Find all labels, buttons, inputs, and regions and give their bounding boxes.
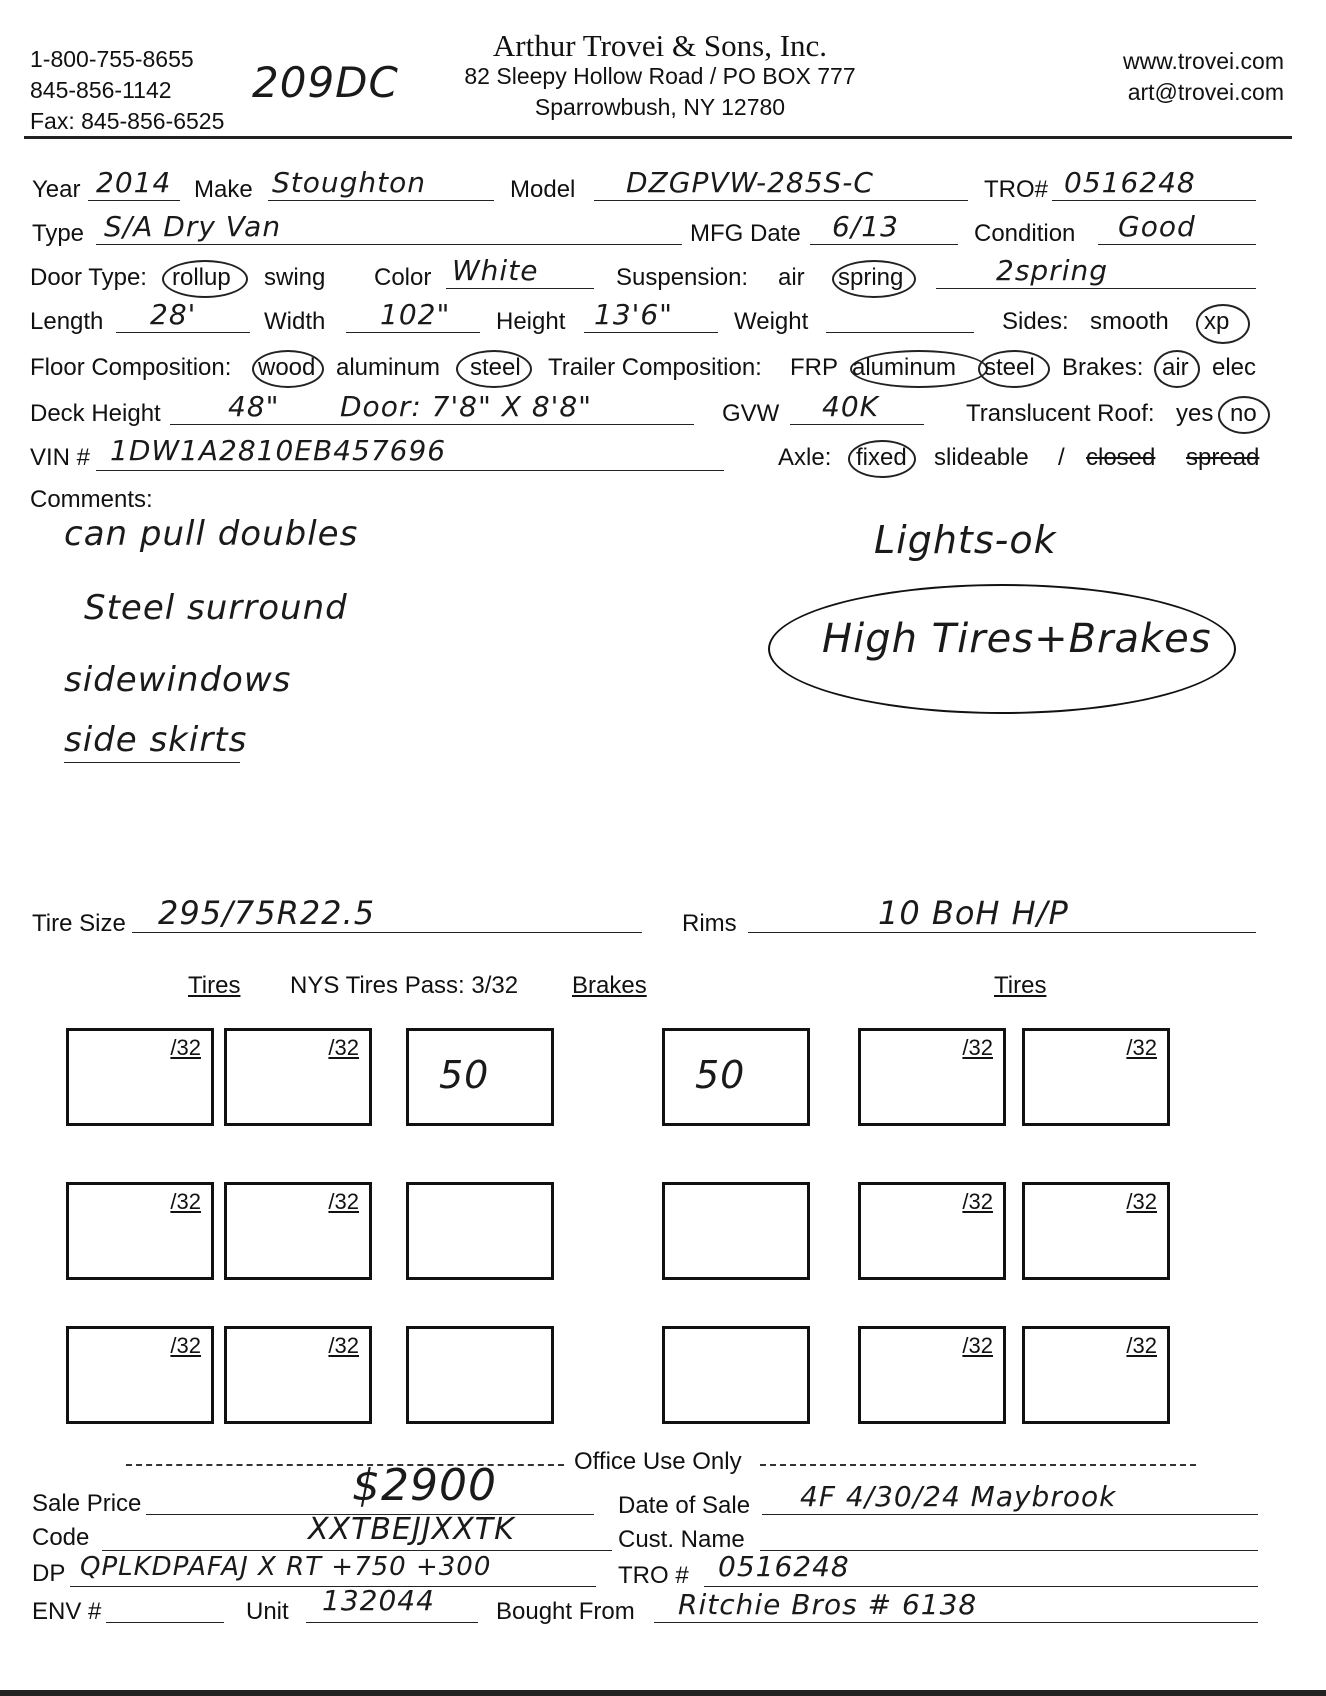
tire-box[interactable] xyxy=(224,1182,372,1280)
tire-box[interactable] xyxy=(1022,1326,1170,1424)
condition-label: Condition xyxy=(974,220,1076,247)
sides-option-smooth[interactable]: smooth xyxy=(1090,308,1169,335)
company-address-2: Sparrowbush, NY 12780 xyxy=(534,94,786,120)
roof-option-no[interactable]: no xyxy=(1230,400,1257,427)
header-divider xyxy=(24,136,1292,139)
sides-label: Sides: xyxy=(1002,308,1069,335)
dp-value[interactable]: QPLKDPAFAJ X RT +750 +300 xyxy=(80,1552,492,1582)
floor-wood-circle xyxy=(252,350,324,388)
width-label: Width xyxy=(264,308,326,335)
sale-price-label: Sale Price xyxy=(32,1490,142,1517)
handwritten-code: 209DC xyxy=(252,58,399,107)
axle-label: Axle: xyxy=(778,444,832,471)
suspension-label: Suspension: xyxy=(616,264,749,291)
suspension-note-line xyxy=(936,288,1256,289)
comment-underline xyxy=(64,762,240,763)
gvw-label: GVW xyxy=(722,400,780,427)
length-line xyxy=(116,332,250,333)
year-value[interactable]: 2014 xyxy=(96,166,172,199)
tread-unit: /32 xyxy=(1126,1189,1157,1214)
tire-box[interactable] xyxy=(66,1182,214,1280)
height-value[interactable]: 13'6" xyxy=(594,298,674,331)
tread-unit: /32 xyxy=(962,1189,993,1214)
dp-label: DP xyxy=(32,1560,66,1587)
comment-line-1: can pull doubles xyxy=(64,514,359,554)
brakes-option-air[interactable]: air xyxy=(1162,354,1189,381)
bought-from-line xyxy=(654,1622,1258,1623)
deck-height-label: Deck Height xyxy=(30,400,161,427)
tro-value[interactable]: 0516248 xyxy=(1064,166,1196,199)
trailer-option-aluminum[interactable]: aluminum xyxy=(852,354,957,381)
color-label: Color xyxy=(374,264,432,291)
tread-unit: /32 xyxy=(962,1035,993,1060)
comment-line-4: side skirts xyxy=(64,720,248,760)
tire-size-line xyxy=(132,932,642,933)
phone-local: 845-856-1142 xyxy=(30,77,172,103)
gvw-value[interactable]: 40K xyxy=(822,390,879,423)
company-address-1: 82 Sleepy Hollow Road / PO BOX 777 xyxy=(464,63,856,89)
comment-line-3: sidewindows xyxy=(64,660,292,700)
header-company xyxy=(420,30,900,123)
length-value[interactable]: 28' xyxy=(150,298,197,331)
date-of-sale-label: Date of Sale xyxy=(618,1492,751,1519)
tread-unit: /32 xyxy=(328,1333,359,1358)
floor-steel-circle xyxy=(456,350,532,388)
height-label: Height xyxy=(496,308,566,335)
code-line xyxy=(102,1550,612,1551)
trailer-option-frp[interactable]: FRP xyxy=(790,354,838,381)
axle-separator: / xyxy=(1058,444,1065,471)
tread-unit: /32 xyxy=(328,1189,359,1214)
trailer-label: Trailer Composition: xyxy=(548,354,762,381)
bought-from-value[interactable]: Ritchie Bros # 6138 xyxy=(678,1588,978,1621)
tread-unit: /32 xyxy=(962,1333,993,1358)
date-of-sale-line xyxy=(762,1514,1258,1515)
tread-unit: /32 xyxy=(170,1333,201,1358)
axle-fixed-circle xyxy=(848,440,916,478)
bought-from-label: Bought From xyxy=(496,1598,635,1625)
brake-box[interactable] xyxy=(662,1326,810,1424)
axle-option-spread[interactable]: spread xyxy=(1186,444,1260,471)
door-option-rollup[interactable]: rollup xyxy=(172,264,231,291)
type-value[interactable]: S/A Dry Van xyxy=(104,210,282,243)
vin-label: VIN # xyxy=(30,444,91,471)
floor-option-wood[interactable]: wood xyxy=(258,354,316,381)
sides-xp-circle xyxy=(1196,304,1250,344)
tread-unit: /32 xyxy=(1126,1035,1157,1060)
brake-value-right: 50 xyxy=(695,1053,746,1097)
suspension-option-air[interactable]: air xyxy=(778,264,805,291)
tire-box[interactable] xyxy=(858,1182,1006,1280)
unit-label: Unit xyxy=(246,1598,289,1625)
sides-option-xp[interactable]: xp xyxy=(1204,308,1230,335)
type-line xyxy=(96,244,682,245)
tires-left-header: Tires xyxy=(188,972,241,999)
floor-option-steel[interactable]: steel xyxy=(470,354,521,381)
trailer-option-steel[interactable]: steel xyxy=(984,354,1035,381)
office-divider-right xyxy=(760,1464,1196,1466)
model-value[interactable]: DZGPVW-285S-C xyxy=(626,166,874,199)
brake-box[interactable] xyxy=(406,1326,554,1424)
tire-size-value[interactable]: 295/75R22.5 xyxy=(158,894,376,932)
tro-line xyxy=(1052,200,1256,201)
office-tro-line xyxy=(704,1586,1258,1587)
phone-tollfree: 1-800-755-8655 xyxy=(30,46,194,72)
brakes-option-elec[interactable]: elec xyxy=(1212,354,1257,381)
year-line xyxy=(88,200,180,201)
color-line xyxy=(446,288,594,289)
make-label: Make xyxy=(194,176,253,203)
model-line xyxy=(594,200,968,201)
type-label: Type xyxy=(32,220,85,247)
door-type-label: Door Type: xyxy=(30,264,147,291)
gvw-line xyxy=(790,424,924,425)
weight-label: Weight xyxy=(734,308,809,335)
tire-box[interactable] xyxy=(858,1028,1006,1126)
tire-box[interactable] xyxy=(858,1326,1006,1424)
sale-price-value[interactable]: $2900 xyxy=(352,1460,497,1511)
year-label: Year xyxy=(32,176,81,203)
tread-unit: /32 xyxy=(328,1035,359,1060)
code-value[interactable]: XXTBEJJXXTK xyxy=(308,1512,515,1547)
unit-line xyxy=(306,1622,478,1623)
office-tro-label: TRO # xyxy=(618,1562,689,1589)
tread-unit: /32 xyxy=(1126,1333,1157,1358)
door-option-swing[interactable]: swing xyxy=(264,264,326,291)
door-rollup-circle xyxy=(162,260,248,298)
tire-box[interactable] xyxy=(66,1326,214,1424)
condition-line xyxy=(1098,244,1256,245)
suspension-option-spring[interactable]: spring xyxy=(838,264,904,291)
company-name: Arthur Trovei & Sons, Inc. xyxy=(492,28,828,63)
model-label: Model xyxy=(510,176,576,203)
unit-value[interactable]: 132044 xyxy=(322,1584,435,1617)
deck-height-line xyxy=(170,424,694,425)
header-contact xyxy=(30,44,224,137)
brakes-header: Brakes xyxy=(572,972,647,999)
office-divider-left xyxy=(126,1464,564,1466)
trailer-aluminum-circle xyxy=(850,350,988,388)
floor-label: Floor Composition: xyxy=(30,354,232,381)
comment-line-2: Steel surround xyxy=(84,588,348,628)
height-line xyxy=(584,332,718,333)
tread-unit: /32 xyxy=(170,1035,201,1060)
comments-label: Comments: xyxy=(30,486,153,513)
roof-label: Translucent Roof: xyxy=(966,400,1155,427)
comment-right-1: Lights-ok xyxy=(874,518,1057,562)
tire-size-label: Tire Size xyxy=(32,910,126,937)
roof-option-yes[interactable]: yes xyxy=(1176,400,1214,427)
brake-value-left: 50 xyxy=(439,1053,490,1097)
vin-value[interactable]: 1DW1A2810EB457696 xyxy=(110,434,447,467)
trailer-steel-circle xyxy=(978,350,1050,388)
code-label: Code xyxy=(32,1524,90,1551)
tread-unit: /32 xyxy=(170,1189,201,1214)
fax-number: Fax: 845-856-6525 xyxy=(30,108,225,134)
env-label: ENV # xyxy=(32,1598,102,1625)
tire-box[interactable] xyxy=(1022,1028,1170,1126)
axle-option-fixed[interactable]: fixed xyxy=(856,444,907,471)
color-value[interactable]: White xyxy=(452,254,539,287)
brake-box[interactable] xyxy=(406,1182,554,1280)
cust-name-label: Cust. Name xyxy=(618,1526,745,1553)
tire-box[interactable] xyxy=(224,1028,372,1126)
brakes-label: Brakes: xyxy=(1062,354,1144,381)
make-value[interactable]: Stoughton xyxy=(272,166,427,199)
rims-value[interactable]: 10 BoH H/P xyxy=(878,894,1069,932)
width-line xyxy=(346,332,480,333)
rims-label: Rims xyxy=(682,910,737,937)
vin-line xyxy=(96,470,724,471)
nys-tires-pass: NYS Tires Pass: 3/32 xyxy=(290,972,519,999)
tire-box[interactable] xyxy=(66,1028,214,1126)
date-of-sale-value[interactable]: 4F 4/30/24 Maybrook xyxy=(800,1480,1117,1513)
mfg-label: MFG Date xyxy=(690,220,801,247)
brake-box[interactable] xyxy=(662,1182,810,1280)
comment-right-2: High Tires+Brakes xyxy=(822,616,1212,662)
tire-box[interactable] xyxy=(224,1326,372,1424)
roof-no-circle xyxy=(1218,396,1270,434)
length-label: Length xyxy=(30,308,104,335)
website-link[interactable]: www.trovei.com xyxy=(1122,48,1284,74)
brakes-air-circle xyxy=(1154,350,1200,388)
weight-line xyxy=(826,332,974,333)
floor-option-aluminum[interactable]: aluminum xyxy=(336,354,441,381)
email-link[interactable]: art@trovei.com xyxy=(1127,79,1284,105)
office-tro-value[interactable]: 0516248 xyxy=(718,1550,850,1583)
office-use-title: Office Use Only xyxy=(574,1448,742,1475)
condition-value[interactable]: Good xyxy=(1118,210,1196,243)
tires-right-header: Tires xyxy=(994,972,1047,999)
tire-box[interactable] xyxy=(1022,1182,1170,1280)
mfg-line xyxy=(810,244,958,245)
axle-option-closed[interactable]: closed xyxy=(1086,444,1156,471)
tro-label: TRO# xyxy=(984,176,1049,203)
mfg-value[interactable]: 6/13 xyxy=(832,210,899,243)
door-size-value[interactable]: Door: 7'8" X 8'8" xyxy=(340,390,593,423)
page-bottom-edge xyxy=(0,1690,1326,1696)
deck-height-value[interactable]: 48" xyxy=(228,390,280,423)
suspension-note[interactable]: 2spring xyxy=(996,254,1108,287)
brake-box[interactable] xyxy=(662,1028,810,1126)
axle-option-slideable[interactable]: slideable xyxy=(934,444,1029,471)
header-web xyxy=(1123,46,1284,108)
suspension-spring-circle xyxy=(832,260,916,298)
rims-line xyxy=(748,932,1256,933)
brake-box[interactable] xyxy=(406,1028,554,1126)
make-line xyxy=(268,200,494,201)
env-line xyxy=(106,1622,224,1623)
width-value[interactable]: 102" xyxy=(380,298,451,331)
